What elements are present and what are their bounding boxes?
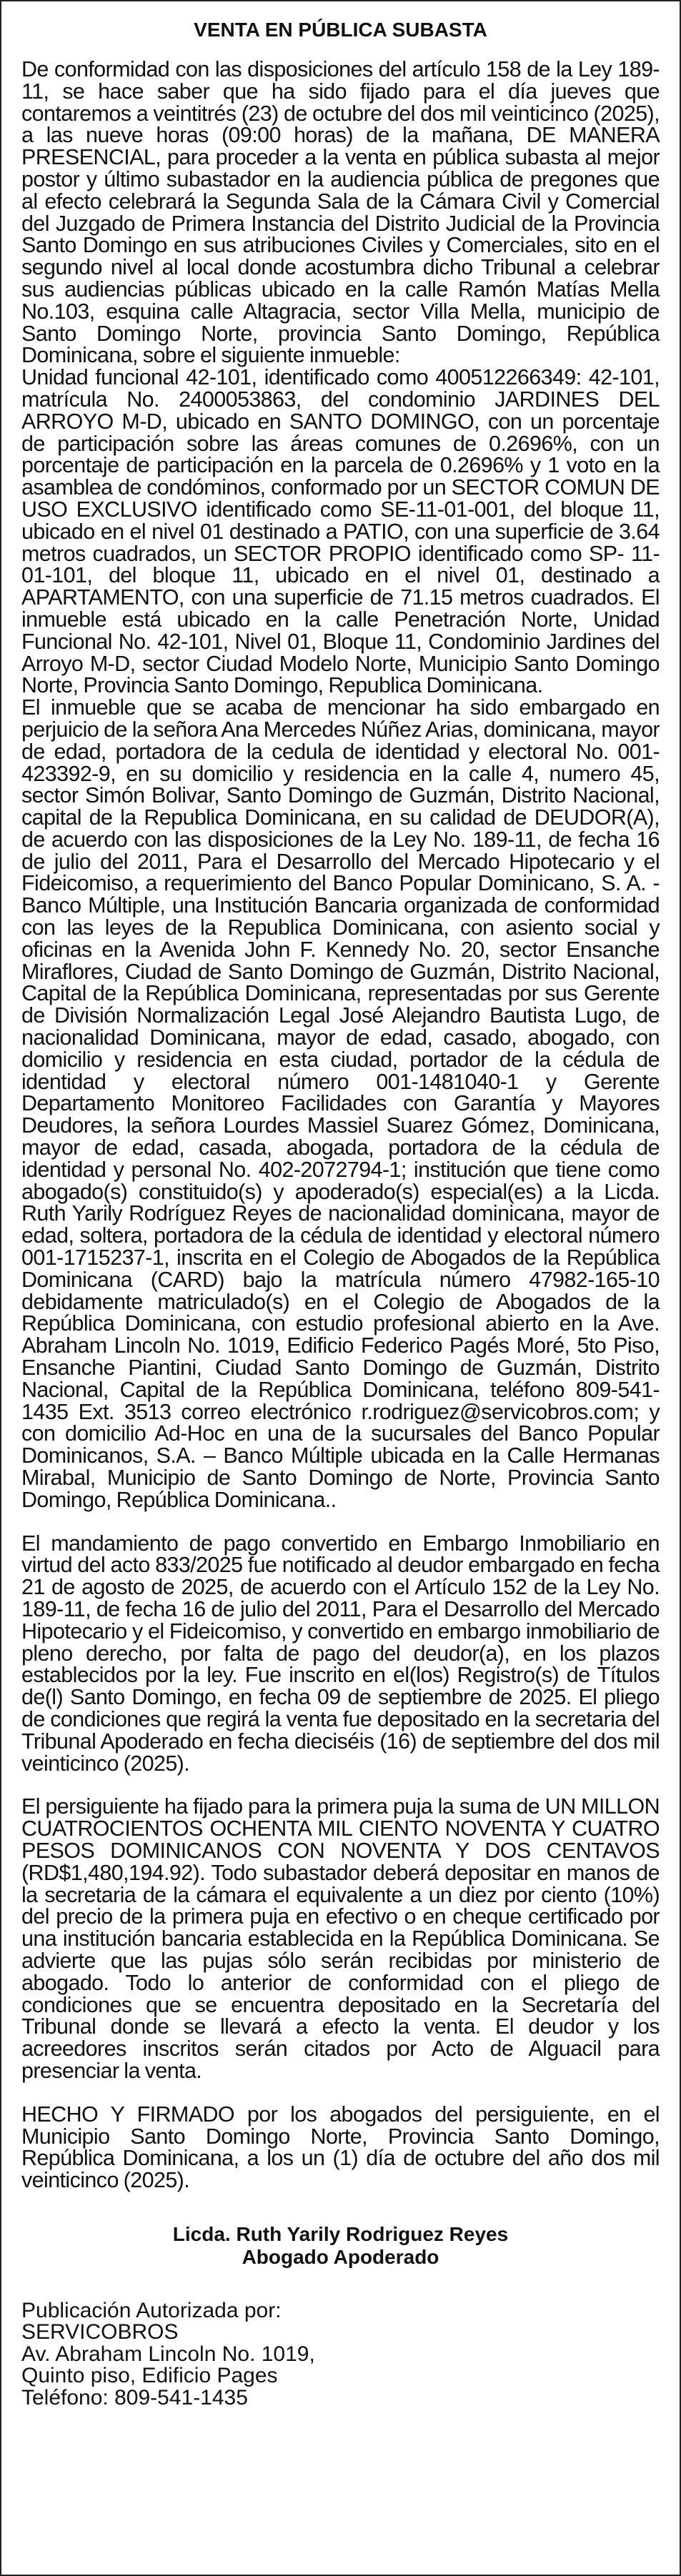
paragraph-seizure-details: El mandamiento de pago convertido en Embargo Inmobiliario en virtud del acto 833/2025 fue notificado al deudor embargado en fecha 21 de agosto de 2025, de acuerdo con el Artículo 152 de la Ley No. 189-11, de fecha 16 de julio del 2011, Para el Desarrollo del Mercado Hipotecario y el Fideicomiso, y convertido en embargo inmobiliario de pleno derecho, por falta de pago del deudor(a), en los plazos establecidos por la ley. Fue inscrito en el(los) Registro(s) de Títulos de(l) Santo Domingo, en fecha 09 de septiembre de 2025. El pliego de condiciones que regirá la venta fue depositado en la secretaria del Tribunal Apoderado en fecha dieciséis (16) de septiembre del dos mil veinticinco (2025). — [21, 1531, 660, 1776]
paragraph-auction-price: El persiguiente ha fijado para la primera puja la suma de UN MILLON CUATROCIENTOS OCHENTA MIL CIENTO NOVENTA Y CUATRO PESOS DOMINICANOS CON NOVENTA Y DOS CENTAVOS (RD$1,480,194.92). Todo subastador deberá depositar en manos de la secretaria de la cámara el equivalente a un diez por ciento (10%) del precio de la primera puja en efectivo o en cheque certificado por una institución bancaria establecida en la República Dominicana. Se advierte que las pujas sólo serán recibidas por ministerio de abogado. Todo lo anterior de conformidad con el pliego de condiciones que se encuentra depositado en la Secretaría del Tribunal donde se llevará a efecto la venta. El deudor y los acreedores inscritos serán citados por Acto de Alguacil para presenciar la venta. — [21, 1794, 660, 2083]
paragraph-signed-statement: HECHO Y FIRMADO por los abogados del persiguiente, en el Municipio Santo Domingo Norte, Provincia Santo Domingo, República Dominicana, a los un (1) día de octubre del año dos mil veinticinco (2025). — [21, 2102, 660, 2193]
publication-phone: Teléfono: 809-541-1435 — [21, 2385, 248, 2410]
paragraph-parties: El inmueble que se acaba de mencionar ha sido embargado en perjuicio de la señora Ana Mercedes Núñez Arias, dominicana, mayor de edad, portadora de la cedula de identidad y electoral No. 001-423392-9, en su domicilio y residencia en la calle 4, numero 45, sector Simón Bolivar, Santo Domingo de Guzmán, Distrito Nacional, capital de la Republica Dominicana, en su calidad de DEUDOR(A), de acuerdo con las disposiciones de la Ley No. 189-11, de fecha 16 de julio del 2011, Para el Desarrollo del Mercado Hipotecario y el Fideicomiso, a requerimiento del Banco Popular Dominicano, S. A. - Banco Múltiple, una Institución Bancaria organizada de conformidad con las leyes de la Republica Dominicana, con asiento social y oficinas en la Avenida John F. Kennedy No. 20, sector Ensanche Miraflores, Ciudad de Santo Domingo de Guzmán, Distrito Nacional, Capital de la República Dominicana, representadas por sus Gerente de División Normalización Legal José Alejandro Bautista Lugo, de nacionalidad Dominicana, mayor de edad, casado, abogado, con domicilio y residencia en esta ciudad, portador de la cédula de identidad y electoral número 001-1481040-1 y Gerente Departamento Monitoreo Facilidades con Garantía y Mayores Deudores, la señora Lourdes Massiel Suarez Gómez, Dominicana, mayor de edad, casada, abogada, portadora de la cédula de identidad y personal No. 402-2072794-1; institución que tiene como abogado(s) constituido(s) y apoderado(s) especial(es) a la Licda. Ruth Yarily Rodríguez Reyes de nacionalidad dominicana, mayor de edad, soltera, portadora de la cédula de identidad y electoral número 001-1715237-1, inscrita en el Colegio de Abogados de la República Dominicana (CARD) bajo la matrícula número 47982-165-10 debidamente matriculado(s) en el Colegio de Abogados de la República Dominicana, con estudio profesional abierto en la Ave. Abraham Lincoln No. 1019, Edificio Federico Pagés Moré, 5to Piso, Ensanche Piantini, Ciudad Santo Domingo de Guzmán, Distrito Nacional, Capital de la República Dominicana, teléfono 809-541-1435 Ext. 3513 correo electrónico r.rodriguez@servicobros.com; y con domicilio Ad-Hoc en una de la sucursales del Banco Popular Dominicanos, S.A. – Banco Múltiple ubicada en la Calle Hermanas Mirabal, Municipio de Santo Domingo de Norte, Provincia Santo Domingo, República Dominicana.. — [21, 695, 660, 1512]
signature-role: Abogado Apoderado — [242, 2245, 439, 2268]
notice-title: VENTA EN PÚBLICA SUBASTA — [194, 19, 487, 41]
publication-info — [21, 2300, 660, 2410]
paragraph-announcement: De conformidad con las disposiciones del artículo 158 de la Ley 189-11, se hace saber que ha sido fijado para el día jueves que contaremos a veintitrés (23) de octubre del dos mil veinticinco (2025), a las nueve horas (09:00 horas) de la mañana, DE MANERA PRESENCIAL, para proceder a la venta en pública subasta al mejor postor y último subastador en la audiencia pública de pregones que al efecto celebrará la Segunda Sala de la Cámara Civil y Comercial del Juzgado de Primera Instancia del Distrito Judicial de la Provincia Santo Domingo en sus atribuciones Civiles y Comerciales, sito en el segundo nivel al local donde acostumbra dicho Tribunal a celebrar sus audiencias públicas ubicado en la calle Ramón Matías Mella No.103, esquina calle Altagracia, sector Villa Mella, municipio de Santo Domingo Norte, provincia Santo Domingo, República Dominicana, sobre el siguiente inmueble: — [21, 57, 660, 368]
publication-address: Av. Abraham Lincoln No. 1019, — [21, 2342, 315, 2366]
signature-name: Licda. Ruth Yarily Rodriguez Reyes — [172, 2222, 509, 2245]
publication-company: SERVICOBROS — [21, 2320, 179, 2344]
publication-building: Quinto piso, Edificio Pages — [21, 2364, 278, 2388]
paragraph-property-description: Unidad funcional 42-101, identificado como 400512266349: 42-101, matrícula No. 2400053863, del condominio JARDINES DEL ARROYO M-D, ubicado en SANTO DOMINGO, con un porcentaje de participación sobre las áreas comunes de 0.2696%, con un porcentaje de participación en la parcela de 0.2696% y 1 voto en la asamblea de condóminos, conformado por un SECTOR COMUN DE USO EXCLUSIVO identificado como SE-11-01-001, del bloque 11, ubicado en el nivel 01 destinado a PATIO, con una superficie de 3.64 metros cuadrados, un SECTOR PROPIO identificado como SP- 11-01-101, del bloque 11, ubicado en el nivel 01, destinado a APARTAMENTO, con una superficie de 71.15 metros cuadrados. El inmueble está ubicado en la calle Penetración Norte, Unidad Funcional No. 42-101, Nivel 01, Bloque 11, Condominio Jardines del Arroyo M-D, sector Ciudad Modelo Norte, Municipio Santo Domingo Norte, Provincia Santo Domingo, Republica Dominicana. — [21, 365, 660, 698]
signature-block — [21, 2223, 660, 2269]
publication-label: Publicación Autorizada por: — [21, 2298, 282, 2322]
